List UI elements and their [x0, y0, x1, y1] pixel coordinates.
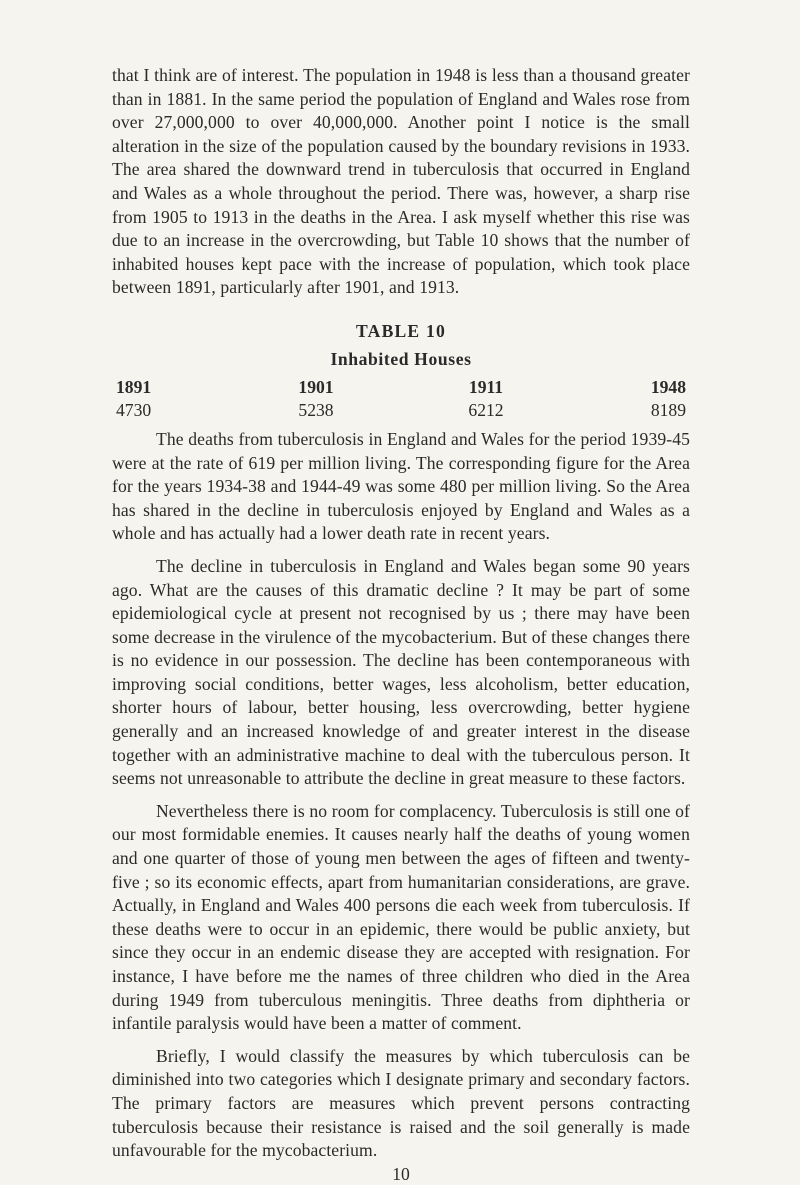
paragraph-death-rates: The deaths from tuberculosis in England and Wales for the period 1939-45 were at the rate of 619 per million living. The corresponding figure for the Area for the years 1934-38 and 1944-49 was some 480 per million living. So the Area has shared in the decline in tuberculosis enjoyed by England and Wales as a whole and has actually had a lower death rate in recent years. [112, 428, 690, 544]
paragraph-intro: that I think are of interest. The population in 1948 is less than a thousand greater than in 1881. In the same period the population of England and Wales rose from over 27,000,000 to over 40,000,000. Another point I notice is the small alteration in the size of the population caused by the boundary revisions in 1933. The area shared the downward trend in tuberculosis that occurred in England and Wales as a whole throughout the period. There was, however, a sharp rise from 1905 to 1913 in the deaths in the Area. I ask myself whether this rise was due to an increase in the overcrowding, but Table 10 shows that the number of inhabited houses kept pace with the increase of population, which took place between 1891, particularly after 1901, and 1913. [112, 65, 690, 298]
table-value-cell: 6212 [468, 399, 504, 420]
document-page [112, 64, 690, 1185]
table-title: TABLE 10 [356, 320, 446, 341]
paragraph-measures: Briefly, I would classify the measures by which tuberculosis can be diminished into two categories which I designate primary and secondary factors. The primary factors are measures which prevent persons contracting tuberculosis because their resistance is raised and the soil generally is made unfavourable for the mycobacterium. [112, 1045, 690, 1161]
paragraph-decline-causes: The decline in tuberculosis in England and Wales began some 90 years ago. What are the causes of this dramatic decline ? It may be part of some epidemiological cycle at present not recognised by us ; there may have been some decrease in the virulence of the mycobacterium. But of these changes there is no evidence in our possession. The decline has been contemporaneous with improving social conditions, better wages, less alcoholism, better education, shorter hours of labour, better housing, less overcrowding, better hygiene generally and an increased knowledge of and greater interest in the disease together with an administrative machine to deal with the tuberculous person. It seems not unreasonable to attribute the decline in great measure to these factors. [112, 555, 690, 789]
table-value-cell: 5238 [298, 399, 334, 420]
table-year-cell: 1948 [650, 376, 686, 397]
page-number: 10 [392, 1163, 410, 1184]
table-header-row [112, 376, 690, 399]
table-year-cell: 1901 [298, 376, 334, 397]
table-year-cell: 1911 [468, 376, 504, 397]
table-value-row [112, 399, 690, 422]
table-value-cell: 4730 [116, 399, 152, 420]
table-year-cell: 1891 [116, 376, 152, 397]
table-value-cell: 8189 [650, 399, 686, 420]
paragraph-complacency: Nevertheless there is no room for complacency. Tuberculosis is still one of our most formidable enemies. It causes nearly half the deaths of young women and one quarter of those of young men between the ages of fifteen and twenty-five ; so its economic effects, apart from humanitarian considerations, are grave. Actually, in England and Wales 400 persons die each week from tuberculosis. If these deaths were to occur in an epidemic, there would be public anxiety, but since they occur in an endemic disease they are accepted with resignation. For instance, I have before me the names of three children who died in the Area during 1949 from tuberculous meningitis. Three deaths from diphtheria or infantile paralysis would have been a matter of comment. [112, 800, 690, 1034]
table-subtitle: Inhabited Houses [330, 348, 472, 369]
